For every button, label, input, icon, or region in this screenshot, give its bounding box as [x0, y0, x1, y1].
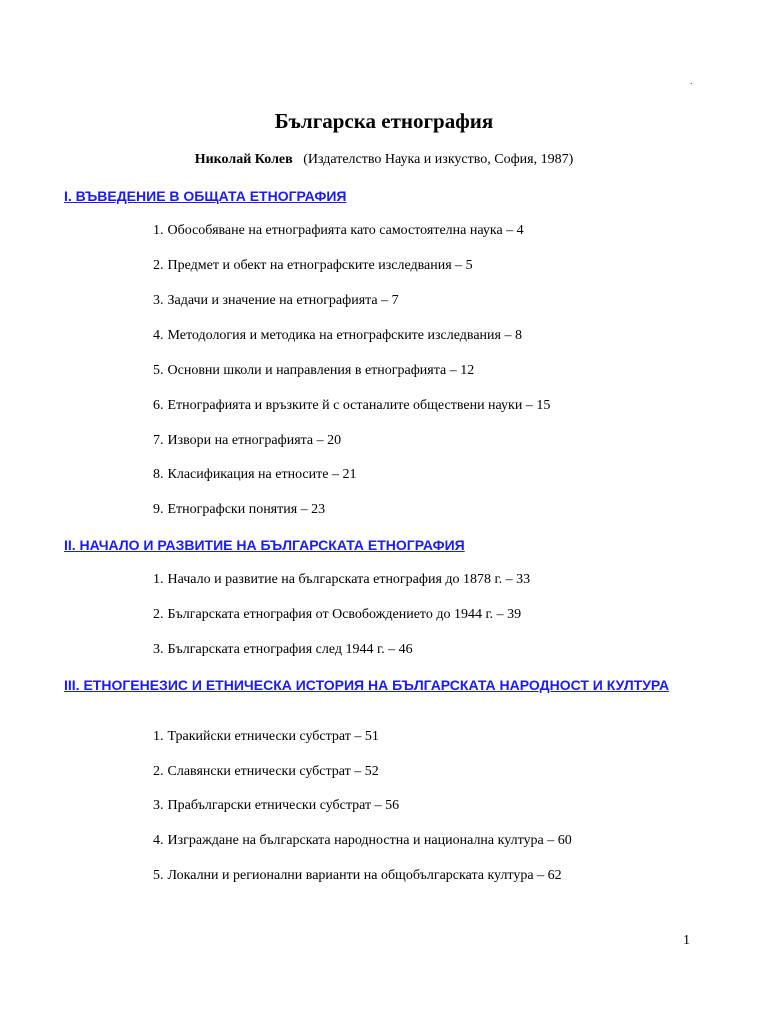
- toc-item: 1. Тракийски етнически субстрат – 51: [153, 729, 379, 744]
- section-heading-3[interactable]: III. ЕТНОГЕНЕЗИС И ЕТНИЧЕСКА ИСТОРИЯ НА БЪЛГАРСКАТА НАРОДНОСТ И КУЛТУРА: [64, 677, 670, 693]
- toc-item: 5. Основни школи и направления в етнографията – 12: [153, 363, 475, 378]
- toc-item: 4. Методология и методика на етнографските изследвания – 8: [153, 328, 522, 343]
- toc-item: 4. Изграждане на българската народностна и национална култура – 60: [153, 833, 572, 848]
- toc-item: 2. Славянски етнически субстрат – 52: [153, 764, 379, 779]
- toc-item: 2. Предмет и обект на етнографските изследвания – 5: [153, 258, 473, 273]
- toc-item: 8. Класификация на етносите – 21: [153, 467, 357, 482]
- toc-item: 5. Локални и регионални варианти на общобългарската култура – 62: [153, 868, 562, 883]
- section-heading-2[interactable]: II. НАЧАЛО И РАЗВИТИЕ НА БЪЛГАРСКАТА ЕТНОГРАФИЯ: [64, 537, 465, 553]
- toc-item: 6. Етнографията и връзките й с останалите обществени науки – 15: [153, 398, 551, 413]
- toc-item: 3. Прабългарски етнически субстрат – 56: [153, 798, 400, 813]
- toc-item: 3. Задачи и значение на етнографията – 7: [153, 293, 399, 308]
- document-title: Българска етнография: [274, 109, 494, 133]
- toc-item: 1. Начало и развитие на българската етнография до 1878 г. – 33: [153, 572, 531, 587]
- section-heading-1[interactable]: I. ВЪВЕДЕНИЕ В ОБЩАТА ЕТНОГРАФИЯ: [64, 188, 347, 204]
- document-subtitle: [0, 152, 768, 168]
- publisher-info: (Издателство Наука и изкуство, София, 1987): [303, 152, 574, 167]
- author-name: Николай Колев: [194, 152, 293, 167]
- corner-mark: .: [690, 76, 693, 87]
- toc-item: 9. Етнографски понятия – 23: [153, 502, 326, 517]
- page-number: 1: [683, 933, 690, 948]
- toc-item: 7. Извори на етнографията – 20: [153, 433, 342, 448]
- toc-item: 1. Обособяване на етнографията като самостоятелна наука – 4: [153, 223, 524, 238]
- toc-item: 2. Българската етнография от Освобождението до 1944 г. – 39: [153, 607, 522, 622]
- toc-item: 3. Българската етнография след 1944 г. – 46: [153, 642, 413, 657]
